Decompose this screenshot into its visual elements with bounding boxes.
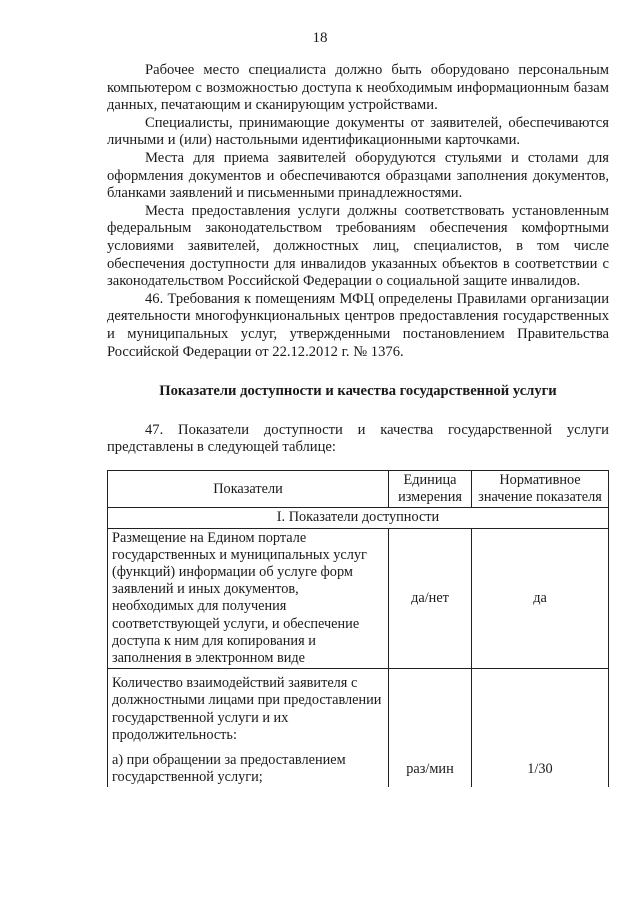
header-unit: Единица измерения (389, 471, 472, 508)
row-2-indicator (108, 669, 389, 788)
paragraph-workplace: Рабочее место специалиста должно быть оборудовано персональным компьютером с возможностью доступа к необходимым информационным базам данных, печатающим и сканирующим устройствами. (107, 62, 609, 114)
document-body (107, 62, 609, 457)
row-1-unit: да/нет (389, 528, 472, 669)
header-normative-value: Нормативное значение показателя (472, 471, 609, 508)
group-accessibility: I. Показатели доступности (108, 508, 609, 528)
paragraph-service-places: Места предоставления услуги должны соответствовать установленным федеральным законодательством требованиям обеспечения комфортными условиями заявителей, должностных лиц, специалистов, в том числе обеспечения доступности для инвалидов указанных объектов в соответствии с законодательством Российской Федерации о социальной защите инвалидов. (107, 202, 609, 290)
table-row (108, 528, 609, 669)
row-2-intro: Количество взаимодействий заявителя с должностными лицами при предоставлении государственной услуги и их продолжительность: (112, 675, 382, 743)
indicators-table (107, 470, 609, 787)
table-row (108, 669, 609, 788)
row-1-indicator: Размещение на Едином портале государственных и муниципальных услуг (функций) информации об услуге форм заявлений и иных документов, необходимых для получения соответствующей услуги, и обеспечение доступа к ним для копирования и заполнения в электронном виде (108, 528, 389, 669)
table-header-row (108, 471, 609, 508)
table-group-row (108, 508, 609, 528)
row-2-sub-a: а) при обращении за предоставлением государственной услуги; (112, 752, 346, 786)
header-indicators: Показатели (108, 471, 389, 508)
section-heading: Показатели доступности и качества государственной услуги (159, 383, 557, 400)
paragraph-46: 46. Требования к помещениям МФЦ определены Правилами организации деятельности многофункциональных центров предоставления государственных и муниципальных услуг, утвержденными постановлением Правительства Российской Федерации от 22.12.2012 г. № 1376. (107, 290, 609, 360)
paragraph-specialists: Специалисты, принимающие документы от заявителей, обеспечиваются личными и (или) настольными идентификационными карточками. (107, 114, 609, 149)
row-1-value: да (472, 528, 609, 669)
page-number: 18 (312, 30, 328, 46)
row-2-unit: раз/мин (389, 669, 472, 788)
row-2-value: 1/30 (472, 669, 609, 788)
paragraph-47: 47. Показатели доступности и качества государственной услуги представлены в следующей таблице: (107, 421, 609, 456)
paragraph-reception-places: Места для приема заявителей оборудуются стульями и столами для оформления документов и обеспечиваются образцами заполнения документов, бланками заявлений и письменными принадлежностями. (107, 149, 609, 202)
